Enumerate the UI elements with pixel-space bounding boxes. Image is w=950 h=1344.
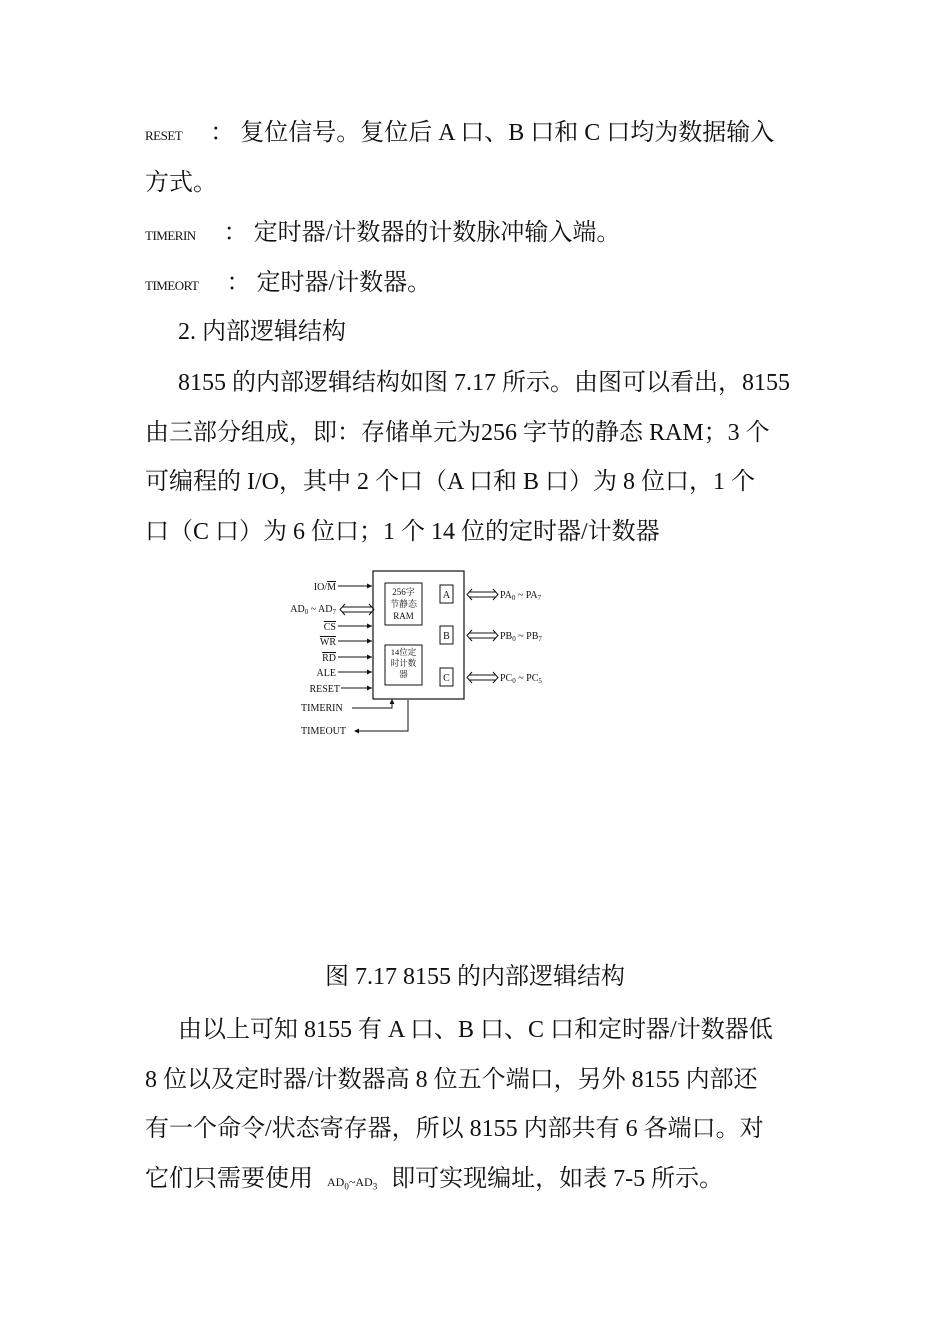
section-heading: 2. 内部逻辑结构 [178, 319, 346, 345]
figure-caption: 图 7.17 8155 的内部逻辑结构 [325, 964, 625, 990]
paragraph1-line3: 可编程的 I/O，其中 2 个口（A 口和 B 口）为 8 位口，1 个 [145, 469, 756, 495]
timeort-text: 定时器/计数器。 [256, 270, 432, 296]
reset-definition [145, 118, 774, 151]
ram-line-3: RAM [393, 611, 414, 621]
ram-line-1: 256字 [392, 587, 415, 597]
paragraph2-line4-before: 它们只需要使用 [145, 1166, 313, 1192]
timer-line-3: 器 [399, 669, 408, 679]
reset-text: 复位信号。复位后 A 口、B 口和 C 口均为数据输入 [240, 120, 775, 146]
timerin-term: TIMERIN [145, 228, 196, 243]
pin-pb: $PB_0$ ~ $PB_7$ [500, 631, 542, 643]
port-a-label: A [442, 590, 451, 601]
pin-timerin: TIMERIN [301, 703, 343, 714]
pin-pc: $PC_0$ ~ $PC_5$ [500, 673, 542, 685]
pin-cs: CS [323, 622, 336, 633]
timerin-definition [145, 218, 620, 251]
paragraph2-line1: 由以上可知 8155 有 A 口、B 口、C 口和定时器/计数器低 [178, 1017, 773, 1043]
timer-line-1: 14位定 [390, 647, 417, 657]
timer-line-2: 时计数 [390, 658, 417, 668]
timeort-colon: ： [226, 270, 251, 296]
8155-block-diagram [270, 565, 570, 745]
paragraph1-line4: 口（C 口）为 6 位口；1 个 14 位的定时器/计数器 [145, 519, 660, 545]
ram-line-2: 节静态 [389, 599, 418, 609]
pin-pa: $PA_0$ ~ $PA_7$ [500, 590, 542, 602]
reset-term: RESET [145, 128, 183, 143]
paragraph1-line1: 8155 的内部逻辑结构如图 7.17 所示。由图可以看出，8155 [178, 370, 790, 396]
paragraph1-line2: 由三部分组成，即：存储单元为256 字节的静态 RAM；3 个 [145, 420, 770, 446]
pin-io-m: IO/M [313, 582, 336, 593]
pin-timeout: TIMEOUT [301, 726, 346, 737]
pin-wr: WR [319, 637, 336, 648]
paragraph2-line3: 有一个命令/状态寄存器，所以 8155 内部共有 6 各端口。对 [145, 1116, 764, 1142]
chip-outline [373, 571, 464, 699]
pin-rd: RD [322, 653, 336, 664]
paragraph2-line2: 8 位以及定时器/计数器高 8 位五个端口，另外 8155 内部还 [145, 1067, 758, 1093]
ad-range: $AD_0\sim AD_3$ [327, 1175, 378, 1192]
reset-colon: ： [210, 120, 235, 146]
timeort-term: TIMEORT [145, 278, 199, 293]
paragraph2-line4-after: 即可实现编址，如表 7-5 所示。 [391, 1166, 724, 1192]
reset-continuation: 方式。 [145, 170, 217, 196]
pin-ad-bus [342, 607, 372, 612]
port-b-label: B [443, 631, 450, 642]
port-c-label: C [443, 673, 450, 684]
paragraph2-line4 [145, 1164, 723, 1201]
pin-ad: $AD_0$ ~ $AD_7$ [290, 604, 336, 616]
pin-reset: RESET [309, 684, 340, 695]
timerin-colon: ： [223, 220, 248, 246]
pin-ale: ALE [316, 668, 336, 679]
timeort-definition [145, 268, 431, 301]
timerin-text: 定时器/计数器的计数脉冲输入端。 [253, 220, 621, 246]
